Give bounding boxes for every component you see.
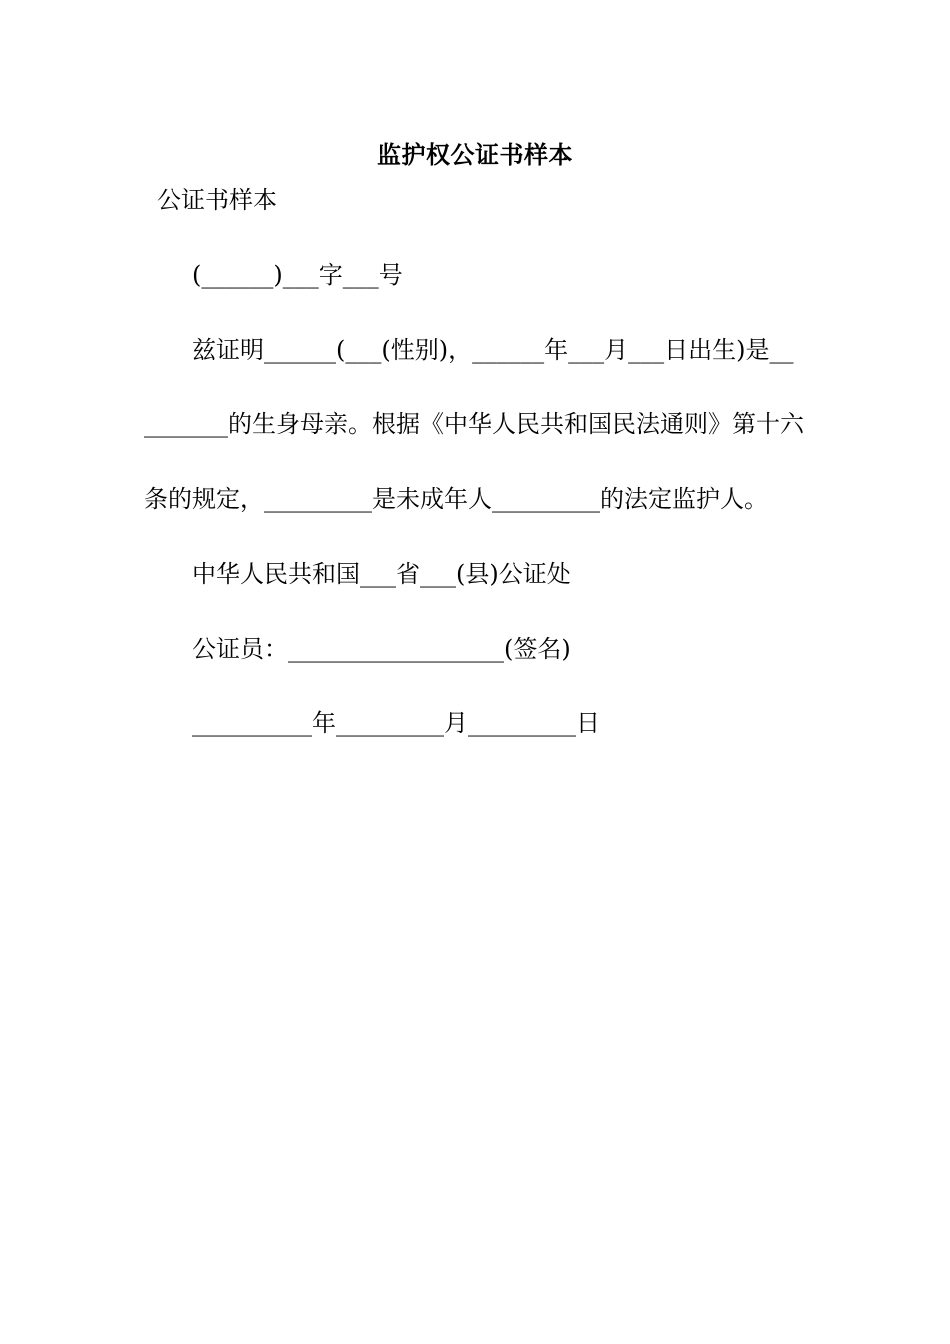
date-line: __________年_________月_________日 — [192, 709, 600, 737]
body-paragraph-line-2: _______的生身母亲。根据《中华人民共和国民法通则》第十六 — [144, 410, 804, 438]
certificate-number-line: (______)___字___号 — [192, 261, 403, 289]
body-paragraph-line-3: 条的规定，_________是未成年人_________的法定监护人。 — [144, 485, 768, 513]
notary-signature-line: 公证员：__________________(签名) — [192, 635, 571, 663]
body-paragraph-line-1: 兹证明______(___(性别)，______年___月___日出生)是__ — [192, 336, 794, 364]
notary-office-line: 中华人民共和国___省___(县)公证处 — [192, 560, 571, 588]
document-title: 监护权公证书样本 — [377, 140, 573, 169]
document-subtitle: 公证书样本 — [157, 186, 277, 214]
